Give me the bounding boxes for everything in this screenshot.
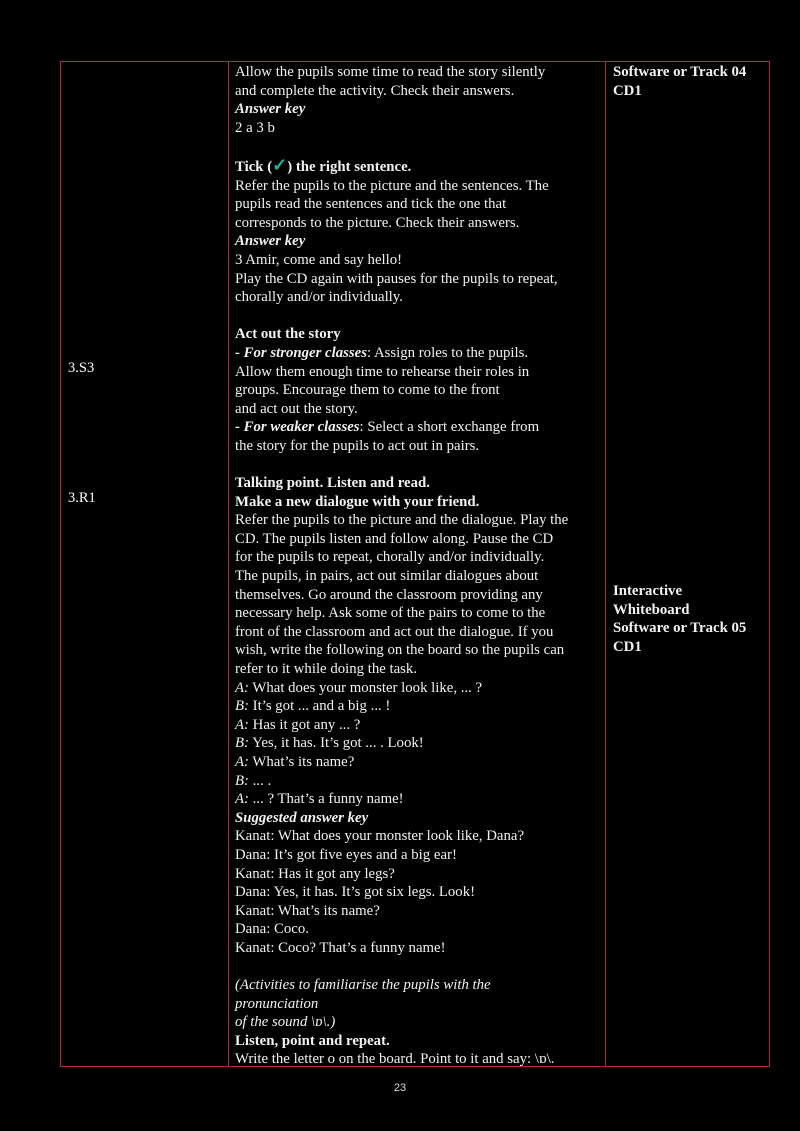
- answer-text: 2 a 3 b: [235, 119, 275, 136]
- talking-heading: Talking point. Listen and read.: [235, 475, 430, 492]
- resource-line: Whiteboard: [613, 601, 690, 618]
- dialogue-line: B: It’s got ... and a big ... !: [235, 698, 391, 715]
- tick-heading: Tick (✓) the right sentence.: [235, 154, 412, 175]
- stronger-line: - For stronger classes: Assign roles to the pupils.: [235, 344, 529, 361]
- procedure-column: [235, 63, 603, 1069]
- suggested-line: Dana: Yes, it has. It’s got six legs. Look!: [235, 884, 476, 901]
- resources-middle: [613, 582, 765, 656]
- body-line: groups. Encourage them to come to the front: [235, 382, 500, 399]
- tick-icon: ✓: [272, 154, 288, 175]
- dialogue-line: A: Has it got any ... ?: [235, 716, 361, 733]
- resource-line: CD1: [613, 638, 642, 655]
- suggested-line: Kanat: Coco? That’s a funny name!: [235, 939, 446, 956]
- intro-line: Allow the pupils some time to read the story silently: [235, 64, 546, 80]
- answer-key-label: Answer key: [235, 101, 306, 118]
- suggested-line: Kanat: What’s its name?: [235, 902, 380, 919]
- body-line: wish, write the following on the board so the pupils can: [235, 642, 565, 659]
- body-line: refer to it while doing the task.: [235, 661, 418, 677]
- body-line: pupils read the sentences and tick the one that: [235, 196, 507, 213]
- body-line: necessary help. Ask some of the pairs to come to the: [235, 605, 546, 622]
- suggested-line: Kanat: What does your monster look like, Dana?: [235, 828, 525, 845]
- code-r1: 3.R1: [68, 490, 96, 506]
- body-line: and act out the story.: [235, 400, 358, 417]
- answer-key-label: Answer key: [235, 233, 306, 250]
- body-line: CD. The pupils listen and follow along. Pause the CD: [235, 530, 554, 547]
- resource-line: CD1: [613, 82, 642, 99]
- suggested-line: Kanat: Has it got any legs?: [235, 865, 395, 882]
- body-line: Write the letter o on the board. Point to it and say: \ɒ\.: [235, 1051, 555, 1068]
- weaker-line: - For weaker classes: Select a short exchange from: [235, 419, 540, 436]
- column-divider: [228, 61, 229, 1067]
- pronunciation-note: of the sound \ɒ\.): [235, 1014, 336, 1031]
- pronunciation-note: pronunciation: [235, 995, 319, 1012]
- body-line: themselves. Go around the classroom providing any: [235, 586, 543, 603]
- page-number: 23: [393, 1082, 407, 1094]
- resource-line: Interactive: [613, 583, 683, 599]
- resources-top: [613, 63, 765, 100]
- body-line: Refer the pupils to the picture and the sentences. The: [235, 177, 549, 194]
- dialogue-line: B: Yes, it has. It’s got ... . Look!: [235, 735, 424, 752]
- body-line: Allow them enough time to rehearse their roles in: [235, 363, 530, 380]
- body-line: the story for the pupils to act out in pairs.: [235, 437, 480, 454]
- intro-line: and complete the activity. Check their answers.: [235, 82, 515, 99]
- body-line: front of the classroom and act out the dialogue. If you: [235, 623, 554, 640]
- answer-text: 3 Amir, come and say hello!: [235, 251, 403, 268]
- body-line: chorally and/or individually.: [235, 289, 403, 306]
- dialogue-line: A: What does your monster look like, ... ?: [235, 679, 483, 696]
- resource-line: Software or Track 05: [613, 620, 747, 637]
- body-line: for the pupils to repeat, chorally and/or individually.: [235, 549, 545, 566]
- column-divider: [605, 61, 606, 1067]
- body-line: corresponds to the picture. Check their answers.: [235, 214, 520, 231]
- skill-code-column: [68, 61, 228, 1067]
- suggested-line: Dana: It’s got five eyes and a big ear!: [235, 846, 457, 863]
- dialogue-line: A: ... ? That’s a funny name!: [235, 791, 404, 808]
- code-s3: 3.S3: [68, 360, 95, 376]
- resource-line: Software or Track 04: [613, 64, 747, 80]
- dialogue-line: A: What’s its name?: [235, 753, 355, 770]
- act-heading: Act out the story: [235, 326, 341, 343]
- body-line: The pupils, in pairs, act out similar dialogues about: [235, 568, 539, 585]
- body-line: Play the CD again with pauses for the pupils to repeat,: [235, 270, 558, 287]
- suggested-line: Dana: Coco.: [235, 921, 309, 938]
- body-line: Refer the pupils to the picture and the dialogue. Play the: [235, 512, 569, 529]
- pronunciation-note: (Activities to familiarise the pupils with the: [235, 977, 491, 994]
- dialogue-heading: Make a new dialogue with your friend.: [235, 493, 480, 510]
- listen-heading: Listen, point and repeat.: [235, 1032, 390, 1049]
- dialogue-line: B: ... .: [235, 772, 272, 789]
- suggested-answer-label: Suggested answer key: [235, 809, 369, 826]
